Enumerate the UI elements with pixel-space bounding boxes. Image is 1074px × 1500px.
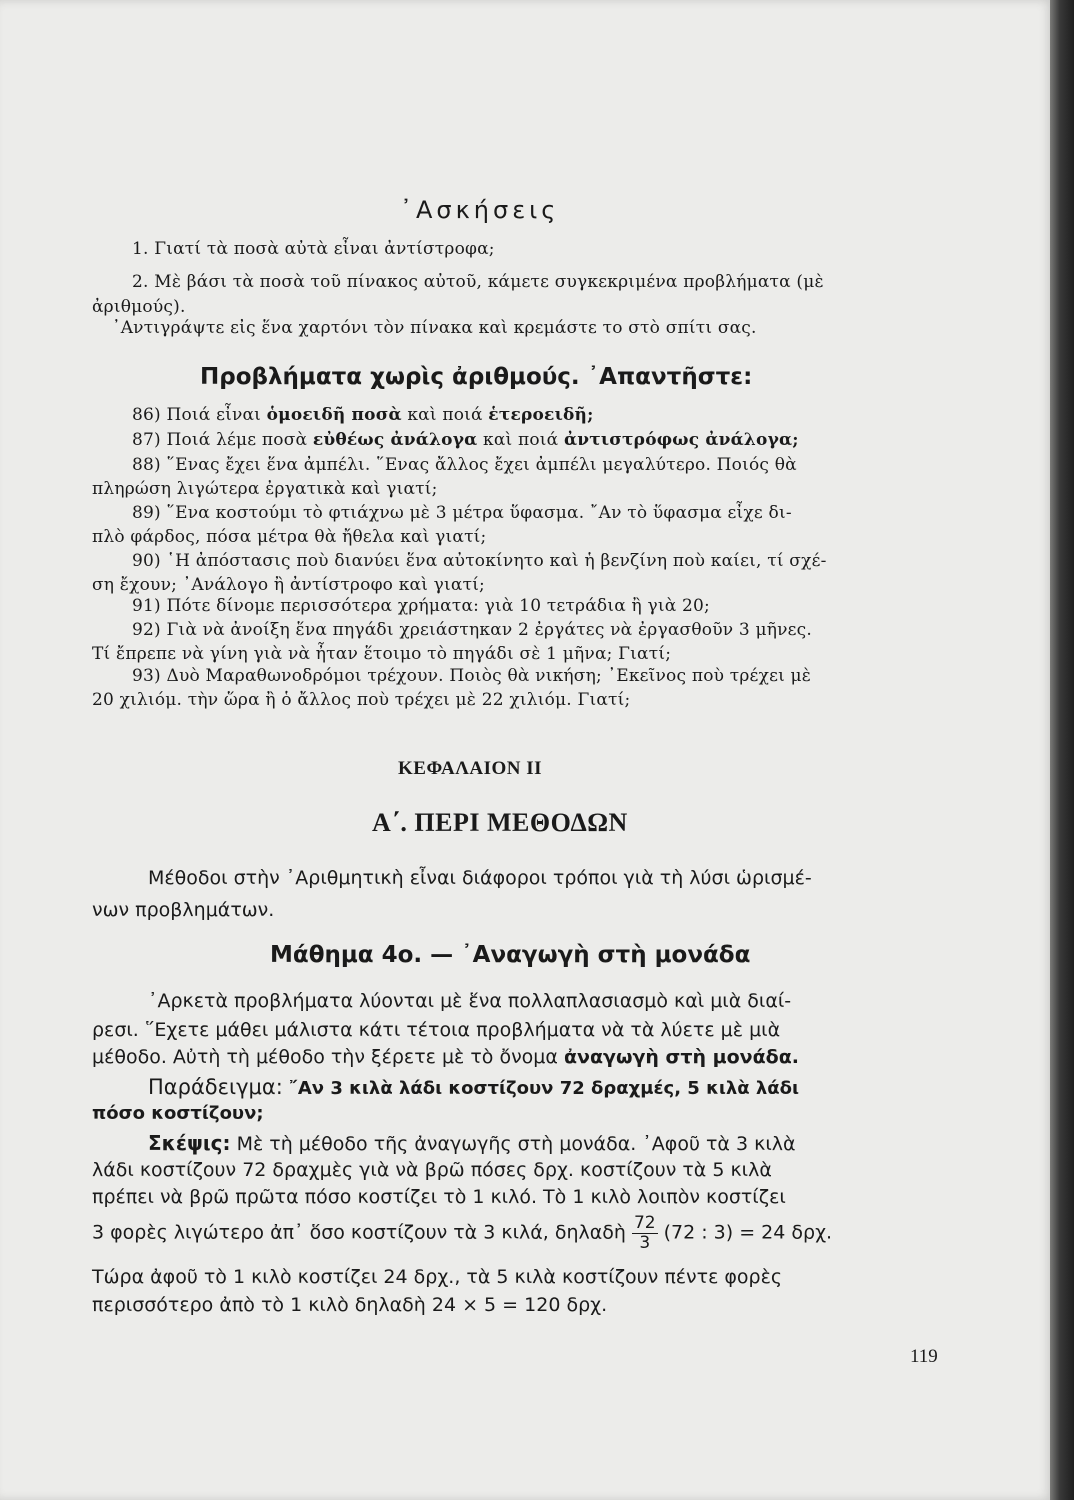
thought-text-1: Μὲ τὴ μέθοδο τῆς ἀναγωγῆς στὴ μονάδα. ᾽Αφοῦ τὰ 3 κιλὰ xyxy=(236,1133,796,1155)
exercise-2-line-3: ᾽Αντιγράψτε εἰς ἕνα χαρτόνι τὸν πίνακα καὶ κρεμάστε το στὸ σπίτι σας. xyxy=(112,318,757,338)
example-text-1: ῎Αν 3 κιλὰ λάδι κοστίζουν 72 δραχμές, 5 κιλὰ λάδι xyxy=(288,1078,800,1099)
problem-86-bold-d: ἑτεροειδῆ; xyxy=(488,405,594,425)
heading-lesson: Μάθημα 4ο. — ᾽Αναγωγὴ στὴ μονάδα xyxy=(270,942,751,968)
fraction-72-over-3 xyxy=(632,1214,658,1252)
fraction-numerator: 72 xyxy=(633,1213,656,1233)
problem-86-text-c: καὶ ποιά xyxy=(401,405,489,425)
example-label: Παράδειγμα: xyxy=(148,1075,283,1099)
body-line-2: ρεσι. ῞Εχετε μάθει μάλιστα κάτι τέτοια προβλήματα νὰ τὰ λύετε μὲ μιὰ xyxy=(92,1019,781,1041)
heading-askiseis: ᾽Ασκήσεις xyxy=(400,196,560,224)
intro-line-1: Μέθοδοι στὴν ᾽Αριθμητικὴ εἶναι διάφοροι τρόποι γιὰ τὴ λύσι ὡρισμέ- xyxy=(148,867,812,889)
problem-87-bold-d: ἀντιστρόφως ἀνάλογα; xyxy=(563,430,799,450)
problem-87-bold-b: εὐθέως ἀνάλογα xyxy=(312,430,478,450)
thought-text-4b: (72 : 3) = 24 δρχ. xyxy=(663,1221,833,1244)
problem-87 xyxy=(132,430,799,450)
problem-89-line-2: πλὸ φάρδος, πόσα μέτρα θὰ ἤθελα καὶ γιατί; xyxy=(92,527,487,547)
problem-86 xyxy=(132,405,594,425)
body-line-3-bold: ἀναγωγὴ στὴ μονάδα. xyxy=(563,1046,799,1068)
exercise-1: 1. Γιατί τὰ ποσὰ αὐτὰ εἶναι ἀντίστροφα; xyxy=(132,239,495,259)
heading-kefalaion: ΚΕΦΑΛΑΙΟΝ ΙΙ xyxy=(398,758,543,779)
problem-93-line-2: 20 χιλιόμ. τὴν ὥρα ἢ ὁ ἄλλος ποὺ τρέχει μὲ 22 χιλιόμ. Γιατί; xyxy=(92,690,631,710)
page-number: 119 xyxy=(910,1346,938,1367)
thought-text-4a: 3 φορὲς λιγώτερο ἀπ᾽ ὅσο κοστίζουν τὰ 3 κιλά, δηλαδὴ xyxy=(92,1221,626,1244)
example-line-1 xyxy=(148,1075,799,1099)
example-line-2: πόσο κοστίζουν; xyxy=(92,1103,264,1124)
body-line-3-text: μέθοδο. Αὐτὴ τὴ μέθοδο τὴν ξέρετε μὲ τὸ ὄνομα xyxy=(92,1046,564,1068)
heading-problems: Προβλήματα χωρὶς ἀριθμούς. ᾽Απαντῆστε: xyxy=(200,364,753,390)
problem-92-line-1: 92) Γιὰ νὰ ἀνοίξη ἕνα πηγάδι χρειάστηκαν 2 ἐργάτες νὰ ἐργασθοῦν 3 μῆνες. xyxy=(132,620,812,640)
body-line-3 xyxy=(92,1046,799,1068)
problem-87-text-a: 87) Ποιά λέμε ποσὰ xyxy=(132,430,313,450)
problem-89-line-1: 89) ῞Ενα κοστούμι τὸ φτιάχνω μὲ 3 μέτρα ὕφασμα. ῎Αν τὸ ὕφασμα εἶχε δι- xyxy=(132,503,792,523)
problem-90-line-2: ση ἔχουν; ᾽Ανάλογο ἢ ἀντίστροφο καὶ γιατί; xyxy=(92,575,485,595)
book-binding-edge xyxy=(1050,0,1074,1500)
problem-88-line-2: πληρώση λιγώτερα ἐργατικὰ καὶ γιατί; xyxy=(92,479,438,499)
problem-91: 91) Πότε δίνομε περισσότερα χρήματα: γιὰ 10 τετράδια ἢ γιὰ 20; xyxy=(132,596,710,616)
body-line-1: ᾽Αρκετὰ προβλήματα λύονται μὲ ἕνα πολλαπλασιασμὸ καὶ μιὰ διαί- xyxy=(148,990,792,1012)
thought-line-1 xyxy=(148,1131,796,1155)
problem-86-text-a: 86) Ποιά εἶναι xyxy=(132,405,267,425)
thought-line-2: λάδι κοστίζουν 72 δραχμὲς γιὰ νὰ βρῶ πόσες δρχ. κοστίζουν τὰ 5 κιλὰ xyxy=(92,1159,772,1181)
thought-line-5: Τώρα ἀφοῦ τὸ 1 κιλὸ κοστίζει 24 δρχ., τὰ 5 κιλὰ κοστίζουν πέντε φορὲς xyxy=(92,1266,783,1288)
problem-90-line-1: 90) ῾Η ἀπόστασις ποὺ διανύει ἕνα αὐτοκίνητο καὶ ἡ βενζίνη ποὺ καίει, τί σχέ- xyxy=(132,551,827,571)
thought-line-3: πρέπει νὰ βρῶ πρῶτα πόσο κοστίζει τὸ 1 κιλό. Τὸ 1 κιλὸ λοιπὸν κοστίζει xyxy=(92,1186,786,1208)
fraction-denominator: 3 xyxy=(639,1232,651,1253)
thought-line-6: περισσότερο ἀπὸ τὸ 1 κιλὸ δηλαδὴ 24 × 5 = 120 δρχ. xyxy=(92,1294,608,1316)
problem-93-line-1: 93) Δυὸ Μαραθωνοδρόμοι τρέχουν. Ποιὸς θὰ νικήση; ᾽Εκεῖνος ποὺ τρέχει μὲ xyxy=(132,666,812,686)
exercise-2-line-2: ἀριθμούς). xyxy=(92,297,186,317)
thought-line-4 xyxy=(92,1214,832,1252)
problem-87-text-c: καὶ ποιά xyxy=(477,430,564,450)
thought-label: Σκέψις: xyxy=(148,1131,231,1155)
heading-peri-methodon: Α΄. ΠΕΡΙ ΜΕΘΟΔΩΝ xyxy=(372,808,628,837)
problem-92-line-2: Τί ἔπρεπε νὰ γίνη γιὰ νὰ ἦταν ἕτοιμο τὸ πηγάδι σὲ 1 μῆνα; Γιατί; xyxy=(92,644,672,664)
problem-88-line-1: 88) ῞Ενας ἔχει ἕνα ἀμπέλι. ῞Ενας ἄλλος ἔχει ἀμπέλι μεγαλύτερο. Ποιός θὰ xyxy=(132,455,797,475)
problem-86-bold-b: ὁμοειδῆ ποσὰ xyxy=(266,405,402,425)
intro-line-2: νων προβλημάτων. xyxy=(92,899,275,921)
exercise-2-line-1: 2. Μὲ βάσι τὰ ποσὰ τοῦ πίνακος αὐτοῦ, κάμετε συγκεκριμένα προβλήματα (μὲ xyxy=(132,272,824,292)
